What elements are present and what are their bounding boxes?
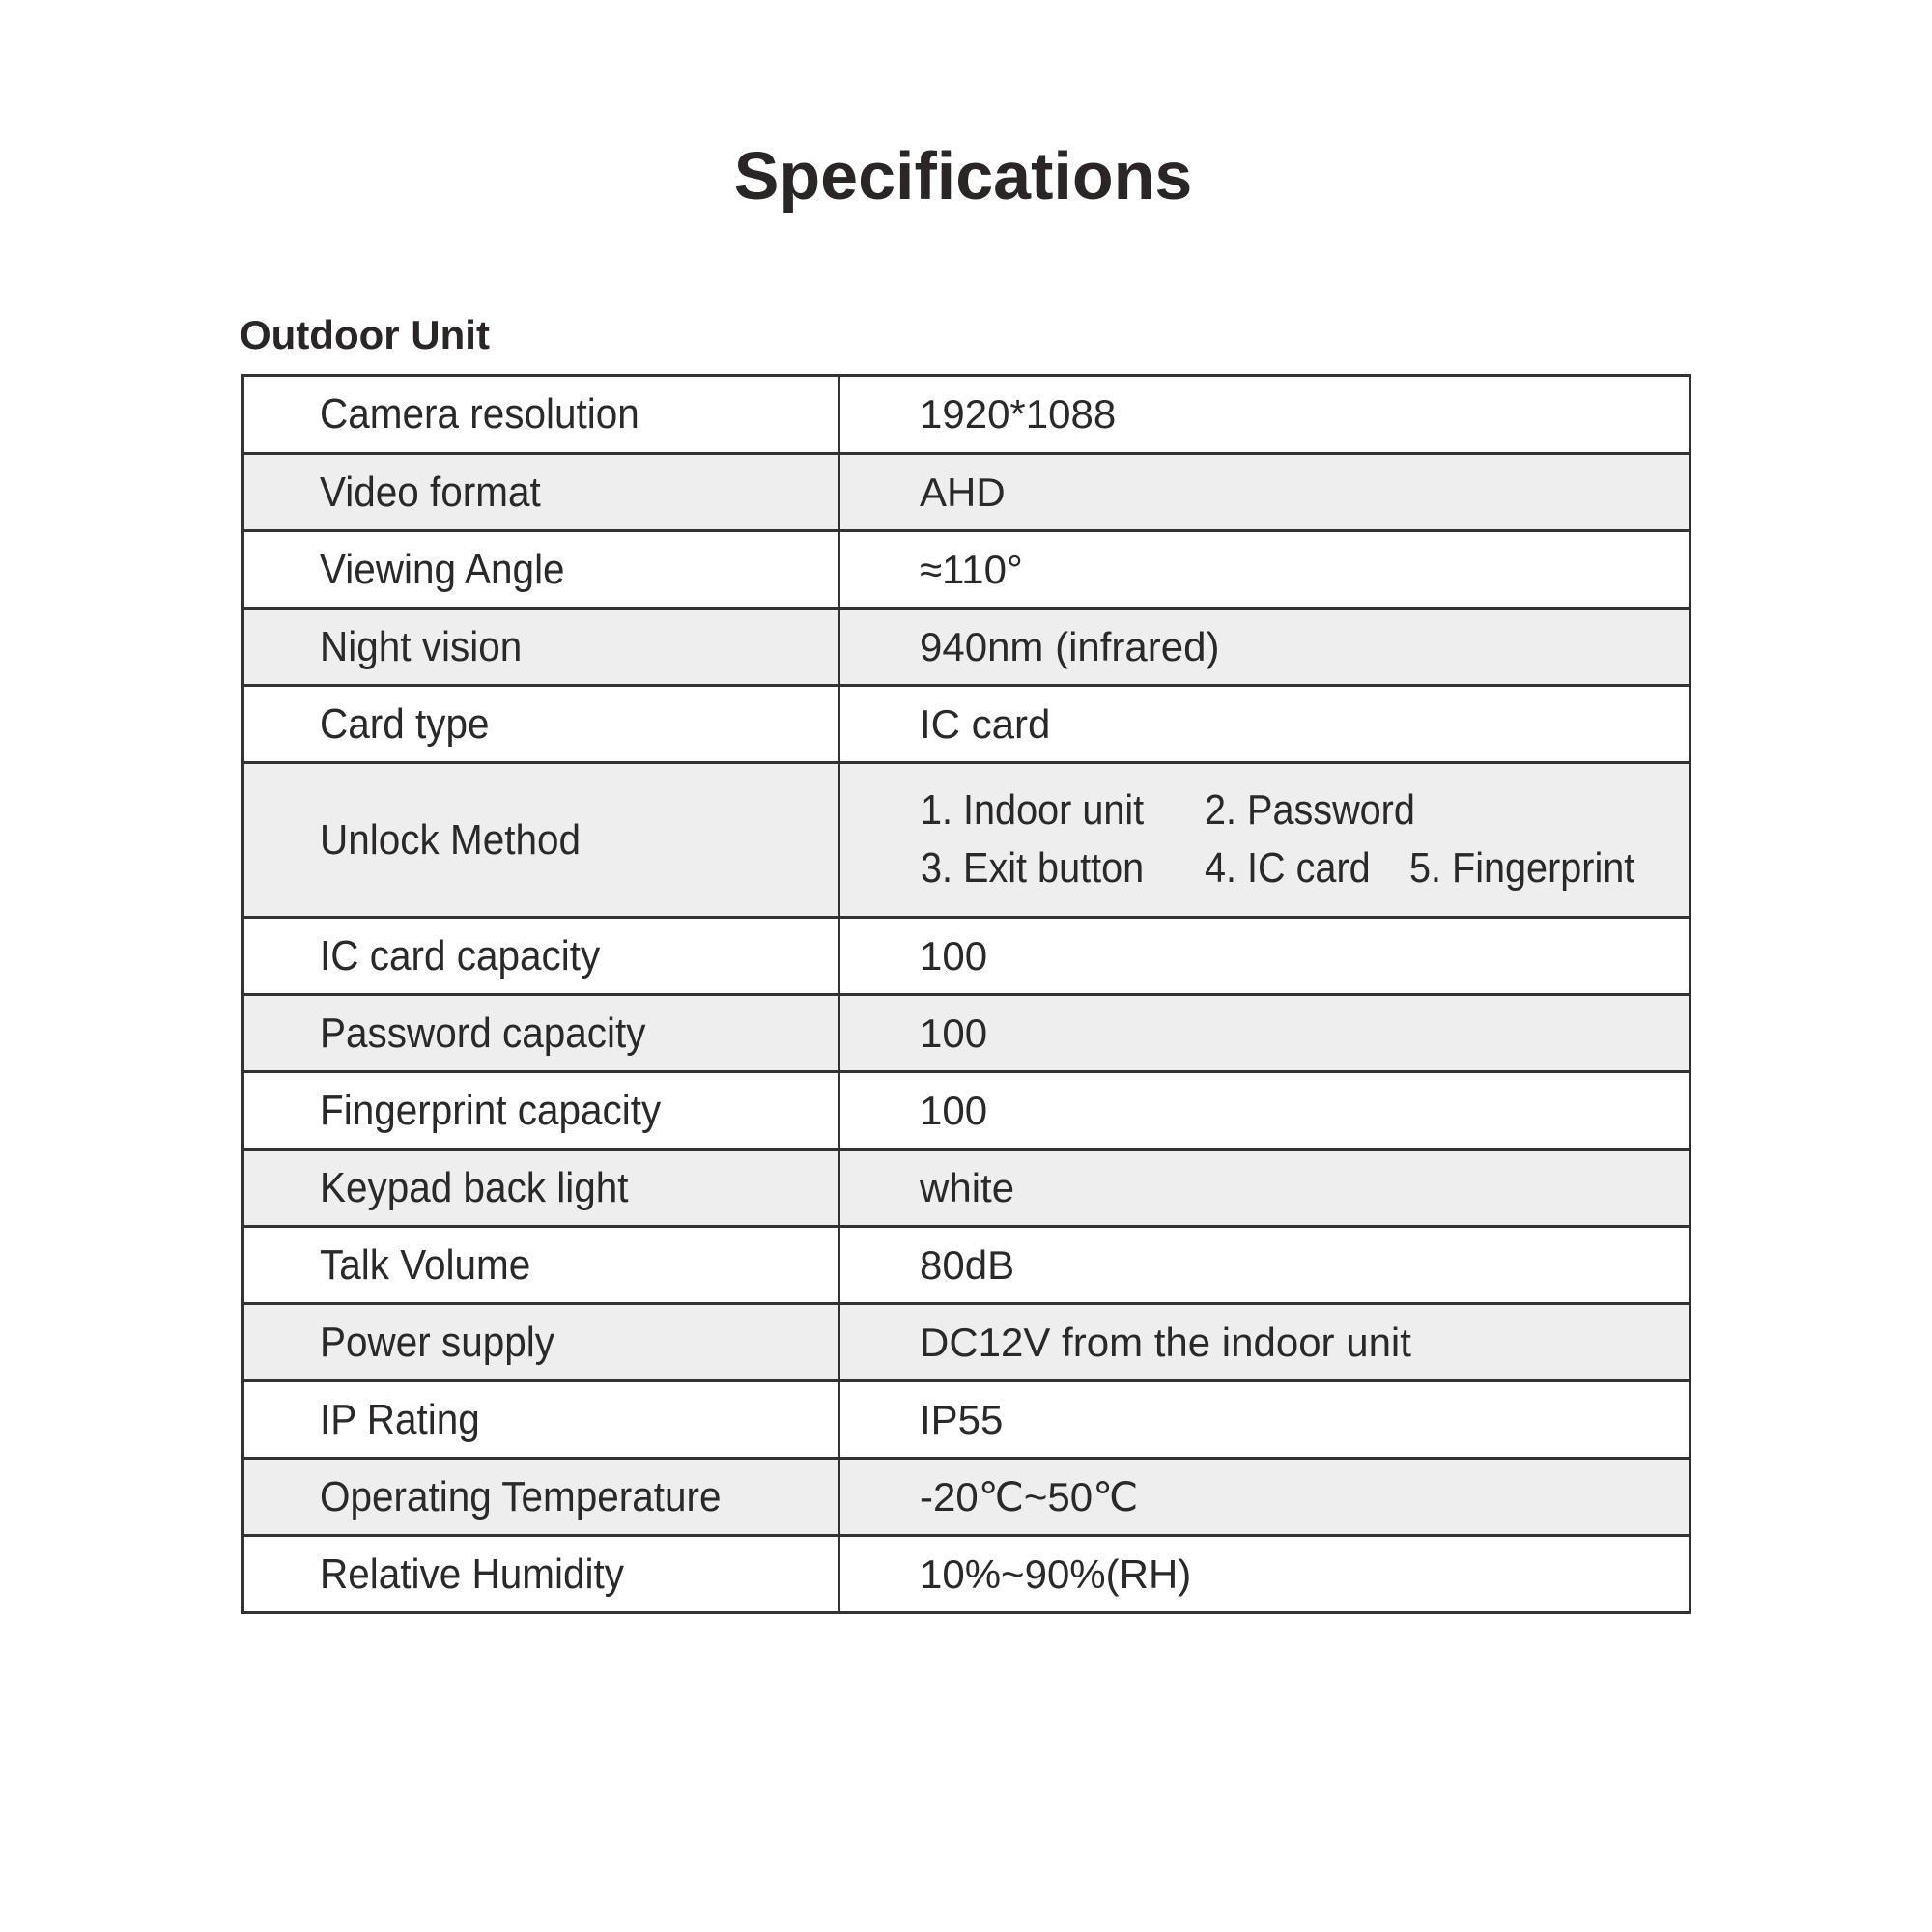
row-value: white xyxy=(920,1164,1015,1210)
row-value: 80dB xyxy=(920,1241,1015,1288)
label-cell xyxy=(244,377,840,452)
unlock-method-item: 1. Indoor unit xyxy=(921,786,1145,834)
row-label: Password capacity xyxy=(320,1009,646,1057)
row-value: IC card xyxy=(920,700,1051,747)
row-label: Card type xyxy=(320,699,490,748)
row-label: Night vision xyxy=(320,622,523,670)
table-row-viewing-angle xyxy=(244,529,1689,607)
unlock-method-item: 5. Fingerprint xyxy=(1409,844,1635,892)
table-row-video-format xyxy=(244,452,1689,529)
table-row-ip-rating xyxy=(244,1379,1689,1457)
row-value: -20℃~50℃ xyxy=(920,1473,1139,1520)
row-label: Fingerprint capacity xyxy=(320,1086,662,1134)
row-label: Operating Temperature xyxy=(320,1472,722,1520)
row-label: Viewing Angle xyxy=(320,545,565,593)
label-cell xyxy=(244,1460,840,1534)
label-cell xyxy=(244,1382,840,1457)
table-row-talk-volume xyxy=(244,1225,1689,1302)
row-value: AHD xyxy=(920,469,1006,515)
row-label: IP Rating xyxy=(320,1395,480,1443)
table-row-fingerprint-capacity xyxy=(244,1070,1689,1148)
unlock-method-item: 4. IC card xyxy=(1205,844,1371,892)
label-cell xyxy=(244,764,840,916)
table-row-power-supply xyxy=(244,1302,1689,1379)
row-label: Talk Volume xyxy=(320,1240,531,1289)
table-row-camera-resolution xyxy=(244,377,1689,452)
table-row-password-capacity xyxy=(244,993,1689,1070)
table-row-card-type xyxy=(244,684,1689,761)
label-cell xyxy=(244,532,840,607)
value-cell-unlock-methods xyxy=(840,764,1689,916)
section-title-outdoor-unit: Outdoor Unit xyxy=(240,312,490,357)
row-label: Video format xyxy=(320,468,541,516)
row-value: DC12V from the indoor unit xyxy=(920,1319,1411,1365)
row-label: Keypad back light xyxy=(320,1163,629,1211)
label-cell xyxy=(244,455,840,529)
value-cell xyxy=(840,1073,1689,1148)
value-cell xyxy=(840,610,1689,684)
value-cell xyxy=(840,1305,1689,1379)
table-row-relative-humidity xyxy=(244,1534,1689,1611)
label-cell xyxy=(244,1151,840,1225)
value-cell xyxy=(840,1228,1689,1302)
value-cell xyxy=(840,687,1689,761)
label-cell xyxy=(244,610,840,684)
unlock-method-item: 3. Exit button xyxy=(921,844,1145,892)
table-row-ic-card-capacity xyxy=(244,916,1689,993)
label-cell xyxy=(244,687,840,761)
row-label: Unlock Method xyxy=(320,815,582,864)
row-value: 100 xyxy=(920,1087,988,1133)
value-cell xyxy=(840,532,1689,607)
row-value: 940nm (infrared) xyxy=(920,623,1220,669)
value-cell xyxy=(840,996,1689,1070)
unlock-method-item: 2. Password xyxy=(1205,786,1415,834)
row-value: ≈110° xyxy=(920,546,1023,592)
row-value: 100 xyxy=(920,932,988,979)
row-label: Relative Humidity xyxy=(320,1549,624,1598)
label-cell xyxy=(244,1073,840,1148)
row-value: 100 xyxy=(920,1009,988,1056)
value-cell xyxy=(840,455,1689,529)
value-cell xyxy=(840,919,1689,993)
table-row-night-vision xyxy=(244,607,1689,684)
row-value: 1920*1088 xyxy=(920,391,1117,437)
label-cell xyxy=(244,1228,840,1302)
specifications-table xyxy=(242,374,1691,1614)
value-cell xyxy=(840,1382,1689,1457)
label-cell xyxy=(244,1537,840,1611)
value-cell xyxy=(840,1460,1689,1534)
value-cell xyxy=(840,1537,1689,1611)
row-value: 10%~90%(RH) xyxy=(920,1550,1192,1597)
row-label: Camera resolution xyxy=(320,390,639,438)
value-cell xyxy=(840,377,1689,452)
table-row-operating-temperature xyxy=(244,1457,1689,1534)
page-title: Specifications xyxy=(733,138,1193,213)
table-row-unlock-method xyxy=(244,761,1689,916)
row-label: IC card capacity xyxy=(320,931,601,980)
label-cell xyxy=(244,1305,840,1379)
value-cell xyxy=(840,1151,1689,1225)
label-cell xyxy=(244,919,840,993)
row-label: Power supply xyxy=(320,1318,555,1366)
row-value: IP55 xyxy=(920,1396,1004,1442)
table-row-keypad-back-light xyxy=(244,1148,1689,1225)
label-cell xyxy=(244,996,840,1070)
